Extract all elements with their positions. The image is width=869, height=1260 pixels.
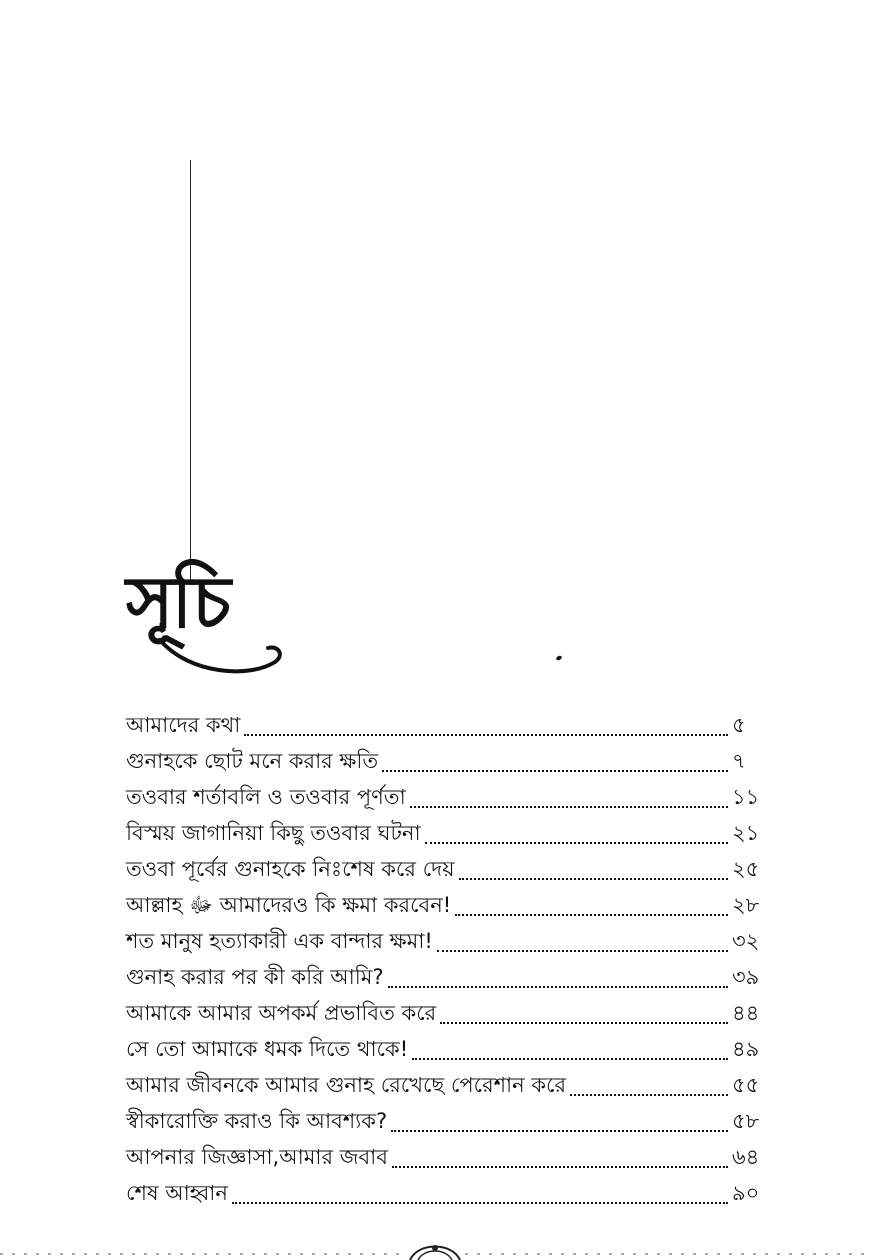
toc-dot-leader xyxy=(391,1130,728,1132)
toc-entry xyxy=(126,1171,766,1207)
toc-page-number: ৭ xyxy=(732,749,746,773)
toc-page-number: ৩৯ xyxy=(732,965,760,989)
toc-entry xyxy=(126,883,766,919)
toc-entry-title: শেষ আহ্বান xyxy=(126,1181,228,1205)
toc-entry-title: স্বীকারোক্তি করাও কি আবশ্যক? xyxy=(126,1109,388,1133)
toc-dot-leader xyxy=(455,914,728,916)
toc-entry xyxy=(126,847,766,883)
toc-dot-leader xyxy=(440,1022,728,1024)
toc-page-number: ২৫ xyxy=(732,857,760,881)
toc-dot-leader xyxy=(410,806,728,808)
toc-page-number: ৪৯ xyxy=(732,1037,760,1061)
toc-entry xyxy=(126,991,766,1027)
toc-entry xyxy=(126,1099,766,1135)
toc-dot-leader xyxy=(388,986,728,988)
toc-dot-leader xyxy=(425,842,728,844)
toc-entry xyxy=(126,1135,766,1171)
toc-entry-title: তওবার শর্তাবলি ও তওবার পূর্ণতা xyxy=(126,785,406,809)
title-swash-ornament xyxy=(150,600,290,680)
toc-dot-leader xyxy=(382,770,728,772)
toc-entry xyxy=(126,703,766,739)
toc-dot-leader xyxy=(244,734,728,736)
toc-entry-title: গুনাহকে ছোট মনে করার ক্ষতি xyxy=(126,749,379,773)
toc-dot-leader xyxy=(437,950,728,952)
toc-dot-leader xyxy=(570,1094,728,1096)
toc-entry-title: বিস্ময় জাগানিয়া কিছু তওবার ঘটনা xyxy=(126,821,421,845)
toc-dot-leader xyxy=(412,1058,728,1060)
table-of-contents xyxy=(126,703,766,1207)
footer-ornament-border xyxy=(0,1236,869,1260)
toc-entry-title: সে তো আমাকে ধমক দিতে থাকে! xyxy=(126,1037,409,1061)
toc-entry xyxy=(126,1027,766,1063)
toc-entry xyxy=(126,919,766,955)
toc-entry-title: গুনাহ করার পর কী করি আমি? xyxy=(126,965,384,989)
toc-entry-title: আপনার জিজ্ঞাসা,আমার জবাব xyxy=(126,1145,388,1169)
hanging-line xyxy=(190,160,191,580)
toc-page-number: ৬৪ xyxy=(732,1145,760,1169)
toc-page-number: ২৮ xyxy=(732,893,760,917)
toc-page-number: ৯০ xyxy=(732,1181,760,1205)
page-title: সূচি xyxy=(126,559,230,644)
toc-page-number: ৫ xyxy=(732,713,746,737)
toc-dot-leader xyxy=(232,1202,728,1204)
toc-page-number: ১১ xyxy=(732,785,760,809)
toc-entry-title: আমার জীবনকে আমার গুনাহ রেখেছে পেরেশান করে xyxy=(126,1073,567,1097)
toc-page-number: ৫৫ xyxy=(732,1073,760,1097)
toc-page-number: ৫৮ xyxy=(732,1109,760,1133)
toc-entry-title: তওবা পূর্বের গুনাহকে নিঃশেষ করে দেয় xyxy=(126,857,455,881)
toc-entry-title: শত মানুষ হত্যাকারী এক বান্দার ক্ষমা! xyxy=(126,929,433,953)
toc-page-number: ৩২ xyxy=(732,929,760,953)
toc-entry-title: আমাদের কথা xyxy=(126,713,241,737)
toc-entry xyxy=(126,739,766,775)
toc-entry-title: আমাকে আমার অপকর্ম প্রভাবিত করে xyxy=(126,1001,437,1025)
toc-entry xyxy=(126,955,766,991)
toc-entry-title: আল্লাহ ﷻ আমাদেরও কি ক্ষমা করবেন! xyxy=(126,893,452,917)
toc-dot-leader xyxy=(392,1166,728,1168)
toc-entry xyxy=(126,811,766,847)
toc-page-number: ৪৪ xyxy=(732,1001,760,1025)
toc-dot-leader xyxy=(459,878,729,880)
toc-entry xyxy=(126,1063,766,1099)
toc-page-number: ২১ xyxy=(732,821,760,845)
toc-entry xyxy=(126,775,766,811)
stray-mark xyxy=(555,655,562,661)
